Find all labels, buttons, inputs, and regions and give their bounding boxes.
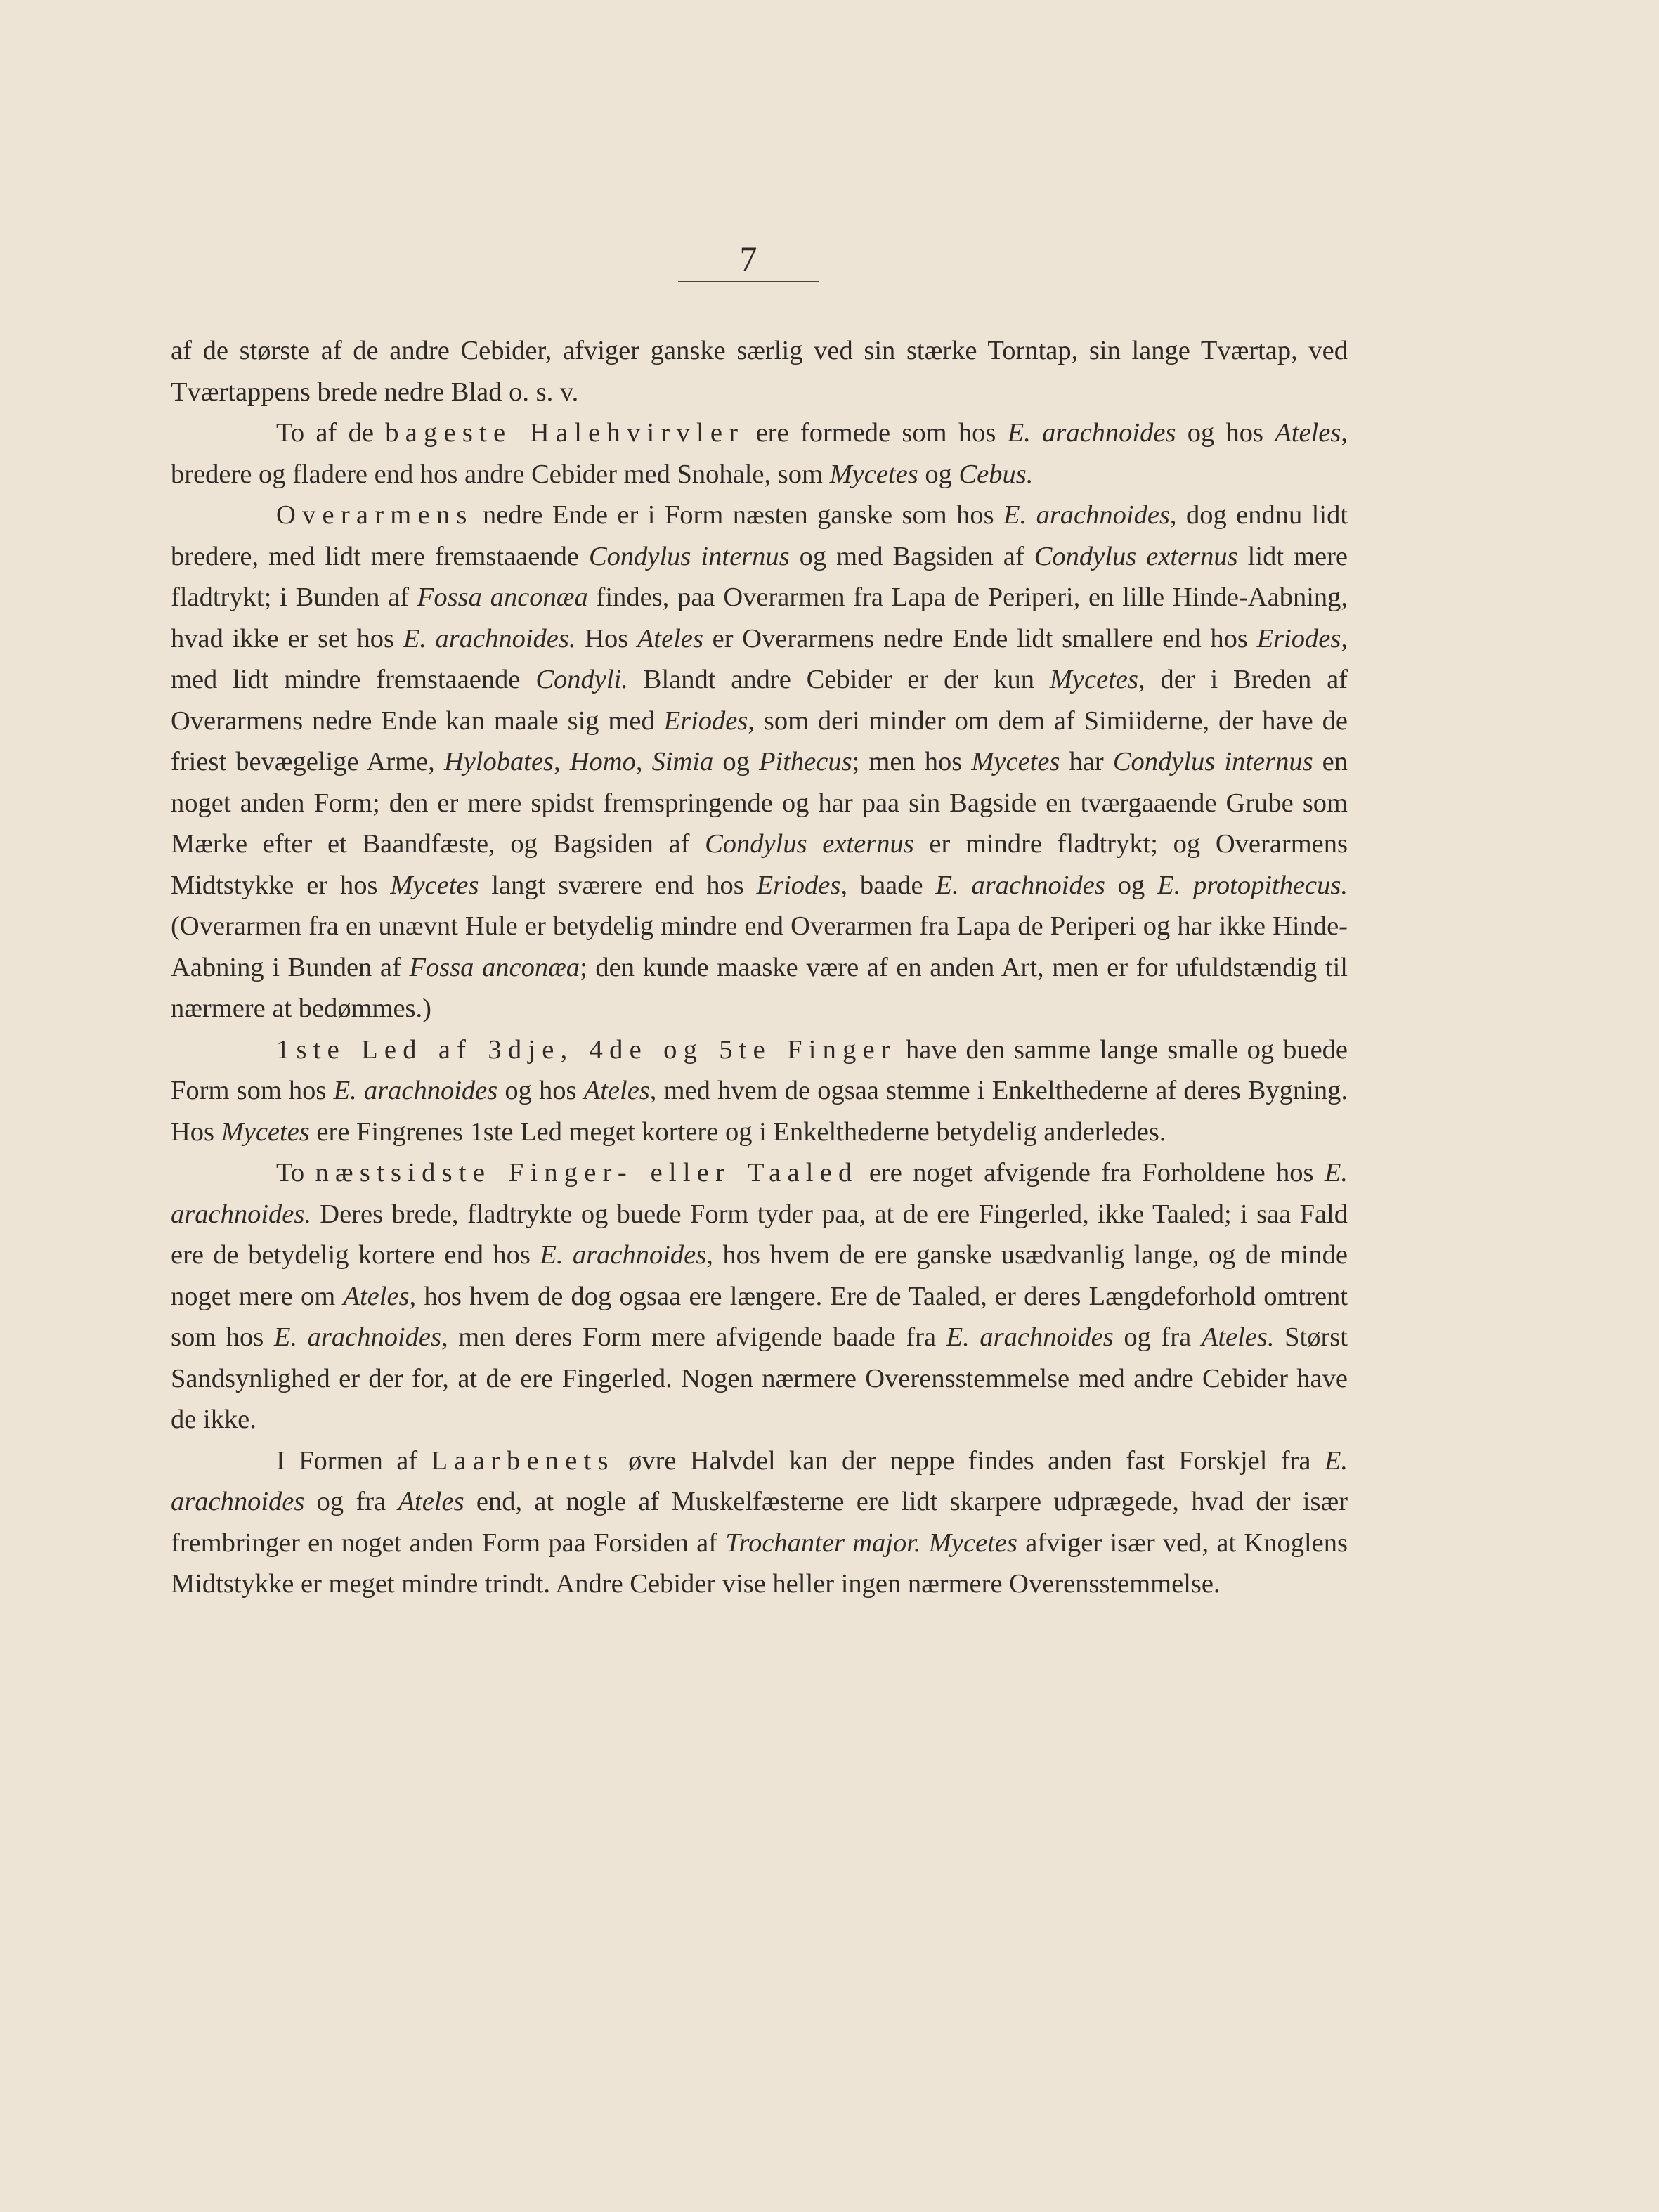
- spaced-heading-term: Overarmens: [276, 500, 474, 530]
- text-run: Deres brede, fladtrykte og buede Form tyder paa, at de ere Fingerled, ikke Taaled; i saa Fald ere de betydelig kortere end hos: [171, 1199, 1348, 1270]
- italic-term: Condyli.: [535, 665, 628, 694]
- italic-term: Ateles: [1275, 418, 1341, 448]
- text-run: og med Bagsiden af: [789, 541, 1034, 571]
- page-number: 7: [739, 239, 757, 278]
- text-run: , hos hvem de ere ganske usædvanlig lange, og de minde noget mere om: [171, 1240, 1348, 1311]
- body-text: [171, 330, 1348, 1605]
- text-run: , der i Breden af Overarmens nedre Ende kan maale sig med: [171, 665, 1348, 736]
- italic-term: Ateles: [637, 623, 703, 653]
- italic-term: Simia: [651, 747, 714, 776]
- spaced-heading-term: 1ste Led af 3dje, 4de og 5te Finger: [276, 1034, 897, 1065]
- text-run: og: [713, 747, 759, 776]
- italic-term: Homo: [569, 747, 636, 776]
- text-run: have den samme lange smalle og buede Form som hos: [171, 1034, 1348, 1105]
- text-run: , baade: [840, 870, 936, 900]
- text-run: og: [1105, 870, 1158, 900]
- text-run: To: [276, 1158, 315, 1188]
- italic-term: E. protopithecus.: [1157, 870, 1348, 900]
- italic-term: E. arachnoides: [946, 1322, 1114, 1352]
- italic-term: Eriodes: [1256, 623, 1341, 653]
- text-run: og: [918, 459, 959, 489]
- text-run: og hos: [1176, 418, 1275, 448]
- text-run: er mindre fladtrykt; og Overarmens Midtstykke er hos: [171, 829, 1348, 900]
- text-run: end, at nogle af Muskelfæsterne ere lidt skarpere udprægede, hvad der især frembringer en noget anden Form paa Forsiden af: [171, 1487, 1348, 1558]
- text-run: langt sværere end hos: [479, 870, 757, 900]
- italic-term: Trochanter major.: [725, 1528, 921, 1558]
- italic-term: Ateles.: [1201, 1322, 1275, 1352]
- text-run: nedre Ende er i Form næsten ganske som hos: [473, 500, 1003, 530]
- text-run: [921, 1528, 929, 1558]
- text-run: , bredere og fladere end hos andre Cebider med Snohale, som: [171, 418, 1348, 489]
- text-run: , men deres Form mere afvigende baade fra: [441, 1322, 946, 1352]
- italic-term: Cebus.: [958, 459, 1034, 489]
- text-run: øvre Halvdel kan der neppe findes anden fast Forskjel fra: [614, 1445, 1325, 1476]
- page-number-rule: [678, 281, 819, 282]
- text-run: af de største af de andre Cebider, afviger ganske særlig ved sin stærke Torntap, sin lange Tværtap, ved Tværtappens brede nedre Blad o. s. v.: [171, 336, 1348, 407]
- text-run: (Overarmen fra en unævnt Hule er betydelig mindre end Overarmen fra Lapa de Periperi og har ikke Hinde-Aabning i Bunden af: [171, 911, 1348, 982]
- italic-term: Mycetes: [221, 1117, 310, 1147]
- paragraph: [171, 1152, 1348, 1440]
- text-run: lidt mere fladtrykt; i Bunden af: [171, 541, 1348, 612]
- text-run: findes, paa Overarmen fra Lapa de Periperi, en lille Hinde-Aabning, hvad ikke er set hos: [171, 583, 1348, 653]
- text-run: , med hvem de ogsaa stemme i Enkelthederne af deres Bygning. Hos: [171, 1076, 1348, 1147]
- text-run: ,: [635, 747, 652, 776]
- text-run: afviger især ved, at Knoglens Midtstykke er meget mindre trindt. Andre Cebider vise heller ingen nærmere Overensstemmelse.: [171, 1528, 1348, 1599]
- text-run: Blandt andre Cebider er der kun: [627, 665, 1050, 694]
- italic-term: Pithecus: [759, 747, 852, 776]
- text-run: ; men hos: [852, 747, 972, 776]
- text-run: ere noget afvigende fra Forholdene hos: [858, 1158, 1325, 1188]
- text-run: en noget anden Form; den er mere spidst fremspringende og har paa sin Bagside en tværgaaende Grube som Mærke efter et Baandfæste, og Bagsiden af: [171, 747, 1348, 859]
- paragraph: [171, 495, 1348, 1029]
- italic-term: E. arachnoides: [171, 1445, 1348, 1516]
- italic-term: Condylus externus: [1034, 541, 1238, 571]
- italic-term: Mycetes: [390, 870, 479, 900]
- italic-term: E. arachnoides: [935, 870, 1105, 900]
- spaced-heading-term: Laarbenets: [431, 1445, 615, 1476]
- spaced-heading-term: næstsidste Finger- eller Taaled: [315, 1158, 859, 1188]
- paragraph: [171, 1029, 1348, 1153]
- italic-term: E. arachnoides.: [171, 1158, 1348, 1229]
- italic-term: Mycetes: [971, 747, 1060, 776]
- text-run: og fra: [304, 1487, 398, 1516]
- text-run: er Overarmens nedre Ende lidt smallere end hos: [703, 623, 1257, 653]
- text-run: har: [1060, 747, 1113, 776]
- italic-term: Ateles: [343, 1281, 410, 1311]
- paragraph: [171, 412, 1348, 495]
- italic-term: E. arachnoides: [1003, 500, 1170, 530]
- text-run: og hos: [497, 1076, 584, 1105]
- paragraph: [171, 330, 1348, 412]
- italic-term: Eriodes: [756, 870, 841, 900]
- text-run: og fra: [1113, 1322, 1202, 1352]
- text-run: To af de: [276, 418, 386, 448]
- italic-term: Condylus internus: [1112, 747, 1313, 776]
- text-run: ere Fingrenes 1ste Led meget kortere og i Enkelthederne betydelig anderledes.: [309, 1117, 1166, 1147]
- spaced-heading-term: bageste Halehvirvler: [385, 418, 745, 448]
- italic-term: Eriodes: [663, 705, 748, 736]
- text-run: ,: [554, 747, 570, 776]
- text-run: ere formede som hos: [744, 418, 1008, 448]
- italic-term: Ateles: [583, 1076, 650, 1105]
- italic-term: Hylobates: [443, 747, 554, 776]
- text-run: Hos: [575, 623, 637, 653]
- italic-term: E. arachnoides: [1007, 418, 1176, 448]
- italic-term: Condylus internus: [588, 541, 790, 571]
- text-run: , med lidt mindre fremstaaende: [171, 623, 1348, 694]
- text-run: , hos hvem de dog ogsaa ere længere. Ere de Taaled, er deres Længdeforhold omtrent som hos: [171, 1281, 1348, 1352]
- text-run: ; den kunde maaske være af en anden Art, men er for ufuldstændig til nærmere at bedømmes.): [171, 952, 1348, 1023]
- italic-term: Mycetes: [1049, 665, 1138, 694]
- text-run: , som deri minder om dem af Simiiderne, der have de friest bevægelige Arme,: [171, 705, 1348, 776]
- italic-term: Mycetes: [829, 459, 918, 489]
- italic-term: E. arachnoides: [273, 1322, 441, 1352]
- italic-term: Mycetes: [928, 1528, 1017, 1558]
- italic-term: Ateles: [398, 1487, 464, 1516]
- text-run: , dog endnu lidt bredere, med lidt mere fremstaaende: [171, 500, 1348, 571]
- text-run: I Formen af: [276, 1445, 431, 1476]
- paragraph: [171, 1440, 1348, 1605]
- italic-term: Fossa anconæa: [409, 952, 580, 982]
- italic-term: E. arachnoides: [540, 1240, 707, 1270]
- italic-term: Fossa anconæa: [417, 583, 588, 612]
- italic-term: E. arachnoides: [333, 1076, 498, 1105]
- text-run: Størst Sandsynlighed er der for, at de ere Fingerled. Nogen nærmere Overensstemmelse med andre Cebider have de ikke.: [171, 1322, 1348, 1434]
- italic-term: E. arachnoides.: [403, 623, 576, 653]
- italic-term: Condylus externus: [705, 829, 914, 859]
